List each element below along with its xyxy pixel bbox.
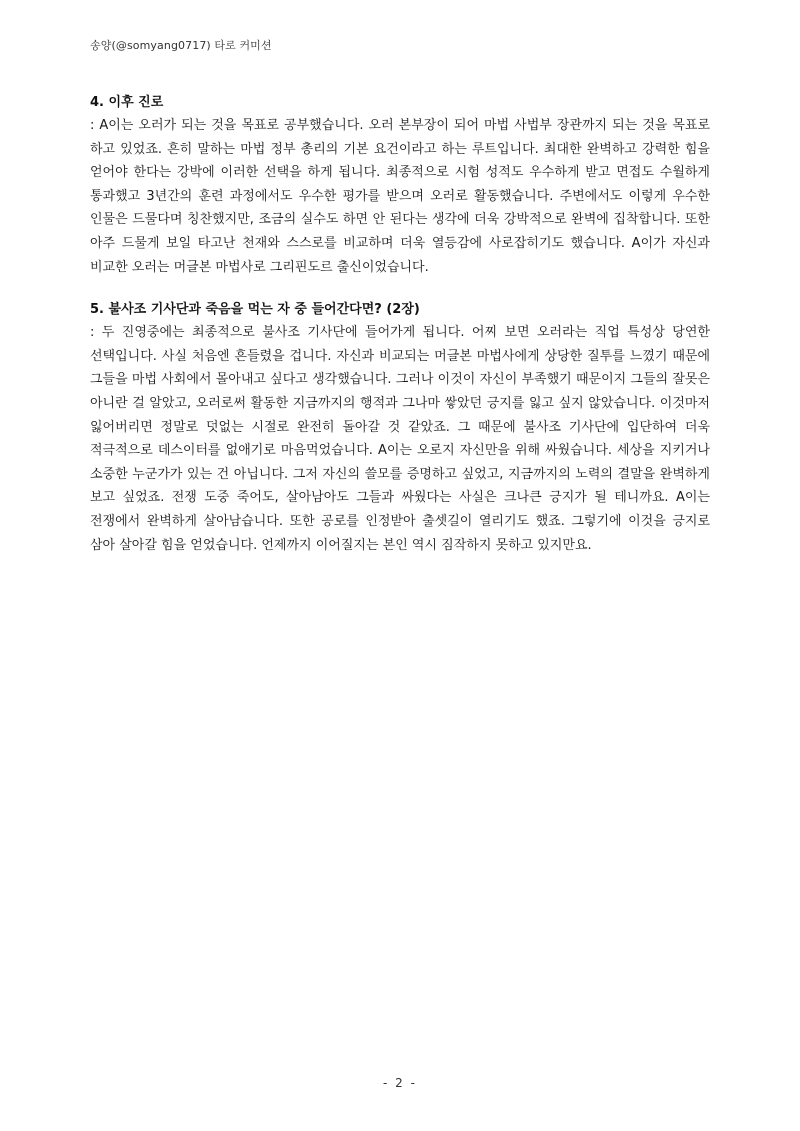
page-number: - 2 - — [383, 1076, 417, 1090]
running-header: 송양(@somyang0717) 타로 커미션 — [90, 39, 272, 52]
document-content — [90, 92, 710, 577]
section-title: 4. 이후 진로 — [90, 95, 164, 110]
section-title: 5. 불사조 기사단과 죽음을 먹는 자 중 들어간다면? (2장) — [90, 302, 420, 318]
section-career — [90, 92, 710, 279]
section-body: : 두 진영중에는 최종적으로 불사조 기사단에 들어가게 됩니다. 어찌 보면 오러라는 직업 특성상 당연한 선택입니다. 사실 처음엔 흔들렸을 겁니다. 자신과 비교되는 머글본 마법사에게 상당한 질투를 느꼈기 때문에 그들을 마법 사회에서 몰아내고 싶다고 생각했습니다. 그러나 이것이 자신이 부족했기 때문이지 그들의 잘못은 아니란 걸 알았고, 오러로써 활동한 지금까지의 행적과 그나마 쌓았던 긍지를 잃고 싶지 않았습니다. 이것마저 잃어버리면 정말로 덧없는 시절로 완전히 돌아갈 것 같았죠. 그 때문에 불사조 기사단에 입단하여 더욱 적극적으로 데스이터를 없애기로 마음먹었습니다. A이는 오로지 자신만을 위해 싸웠습니다. 세상을 지키거나 소중한 누군가가 있는 건 아닙니다. 그저 자신의 쓸모를 증명하고 싶었고, 지금까지의 노력의 결말을 완벽하게 보고 싶었죠. 전쟁 도중 죽어도, 살아남아도 그들과 싸웠다는 사실은 크나큰 긍지가 될 테니까요. A이는 전쟁에서 완벽하게 살아남습니다. 또한 공로를 인정받아 출셋길이 열리기도 했죠. 그렇기에 이것을 긍지로 삼아 살아갈 힘을 얻었습니다. 언제까지 이어질지는 본인 역시 짐작하지 못하고 있지만요. — [90, 325, 710, 553]
section-body: : A이는 오러가 되는 것을 목표로 공부했습니다. 오러 본부장이 되어 마법 사법부 장관까지 되는 것을 목표로 하고 있었죠. 흔히 말하는 마법 정부 총리의 기본 요건이라고 하는 루트입니다. 최대한 완벽하고 강력한 힘을 얻어야 한다는 강박에 이러한 선택을 하게 됩니다. 최종적으로 시험 성적도 우수하게 받고 면접도 수월하게 통과했고 3년간의 훈련 과정에서도 우수한 평가를 받으며 오러로 활동했습니다. 주변에서도 이렇게 우수한 인물은 드물다며 칭찬했지만, 조금의 실수도 하면 안 된다는 생각에 더욱 강박적으로 완벽에 집착합니다. 또한 아주 드물게 보일 타고난 천재와 스스로를 비교하며 더욱 열등감에 사로잡히기도 했습니다. A이가 자신과 비교한 오러는 머글본 마법사로 그리핀도르 출신이었습니다. — [90, 118, 710, 275]
section-faction-choice — [90, 299, 710, 557]
